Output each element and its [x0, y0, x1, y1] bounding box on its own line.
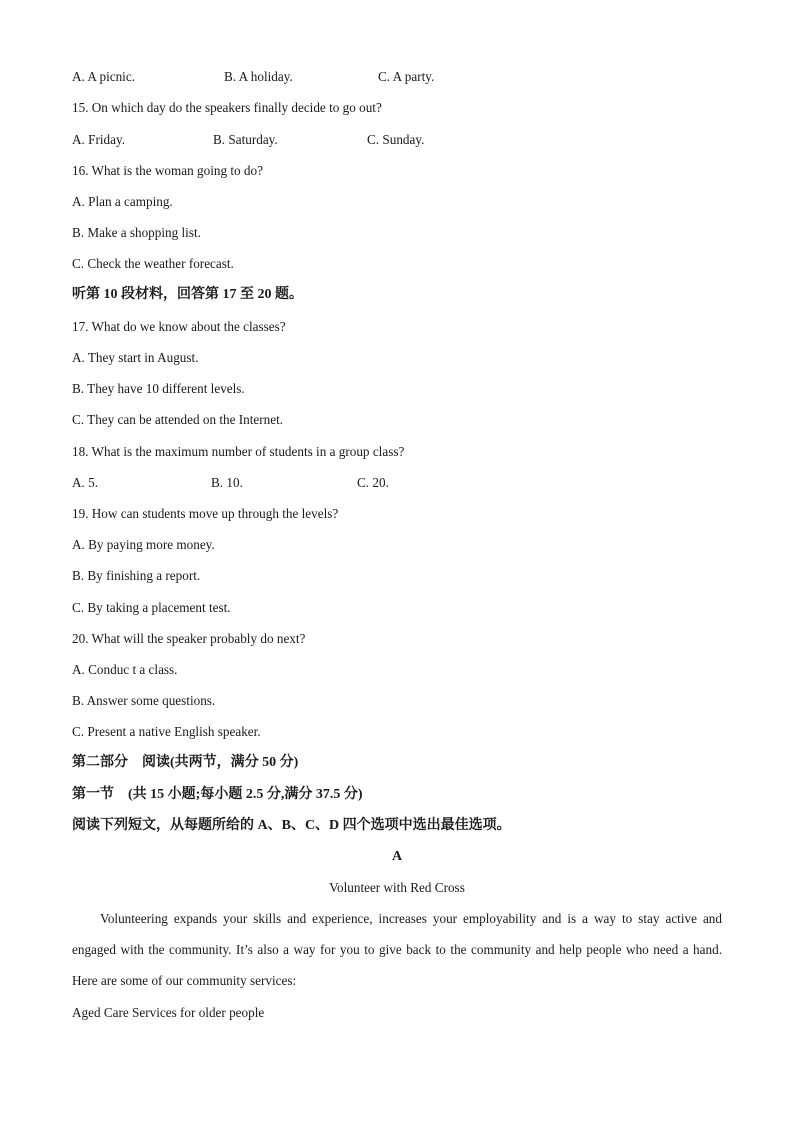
passage-label: A: [391, 849, 403, 864]
q16-option-a: A. Plan a camping.: [72, 194, 173, 209]
q17-option-c: C. They can be attended on the Internet.: [72, 412, 284, 427]
reading-instruction: 阅读下列短文，从每题所给的 A、B、C、D 四个选项中选出最佳选项。: [72, 818, 511, 833]
part2-heading: 第二部分 阅读(共两节，满分 50 分): [72, 755, 299, 770]
q19-option-a: A. By paying more money.: [72, 537, 215, 552]
q17-question: 17. What do we know about the classes?: [72, 319, 286, 334]
q18-option-a: A. 5.: [72, 475, 99, 490]
q20-question: 20. What will the speaker probably do next?: [72, 631, 306, 646]
q18-option-b: B. 10.: [211, 475, 243, 490]
q18-question: 18. What is the maximum number of students in a group class?: [72, 444, 405, 459]
q19-question: 19. How can students move up through the levels?: [72, 506, 339, 521]
section10-heading: 听第 10 段材料，回答第 17 至 20 题。: [72, 287, 303, 302]
q16-option-c: C. Check the weather forecast.: [72, 256, 234, 271]
q19-option-b: B. By finishing a report.: [72, 568, 201, 583]
section1-heading: 第一节 (共 15 小题;每小题 2.5 分,满分 37.5 分): [72, 787, 363, 802]
passage-title: Volunteer with Red Cross: [329, 880, 465, 895]
q20-option-b: B. Answer some questions.: [72, 693, 216, 708]
q14-option-b: B. A holiday.: [224, 69, 293, 84]
q15-question: 15. On which day do the speakers finally decide to go out?: [72, 100, 382, 115]
q20-option-c: C. Present a native English speaker.: [72, 724, 261, 739]
passage-subheading: Aged Care Services for older people: [72, 1005, 265, 1020]
q18-option-c: C. 20.: [357, 475, 389, 490]
passage-paragraph: Volunteering expands your skills and experience, increases your employability and is a way to stay active and engaged with the community. It’s also a way for you to give back to the community and help people who need a hand. Here are some of our community services:: [72, 911, 722, 988]
q15-option-a: A. Friday.: [72, 132, 125, 147]
q15-option-b: B. Saturday.: [213, 132, 278, 147]
q19-option-c: C. By taking a placement test.: [72, 600, 231, 615]
q16-option-b: B. Make a shopping list.: [72, 225, 201, 240]
q20-option-a: A. Conduc t a class.: [72, 662, 178, 677]
q14-option-a: A. A picnic.: [72, 69, 135, 84]
q14-option-c: C. A party.: [378, 69, 435, 84]
q17-option-a: A. They start in August.: [72, 350, 199, 365]
q16-question: 16. What is the woman going to do?: [72, 163, 263, 178]
q15-option-c: C. Sunday.: [367, 132, 425, 147]
q17-option-b: B. They have 10 different levels.: [72, 381, 245, 396]
